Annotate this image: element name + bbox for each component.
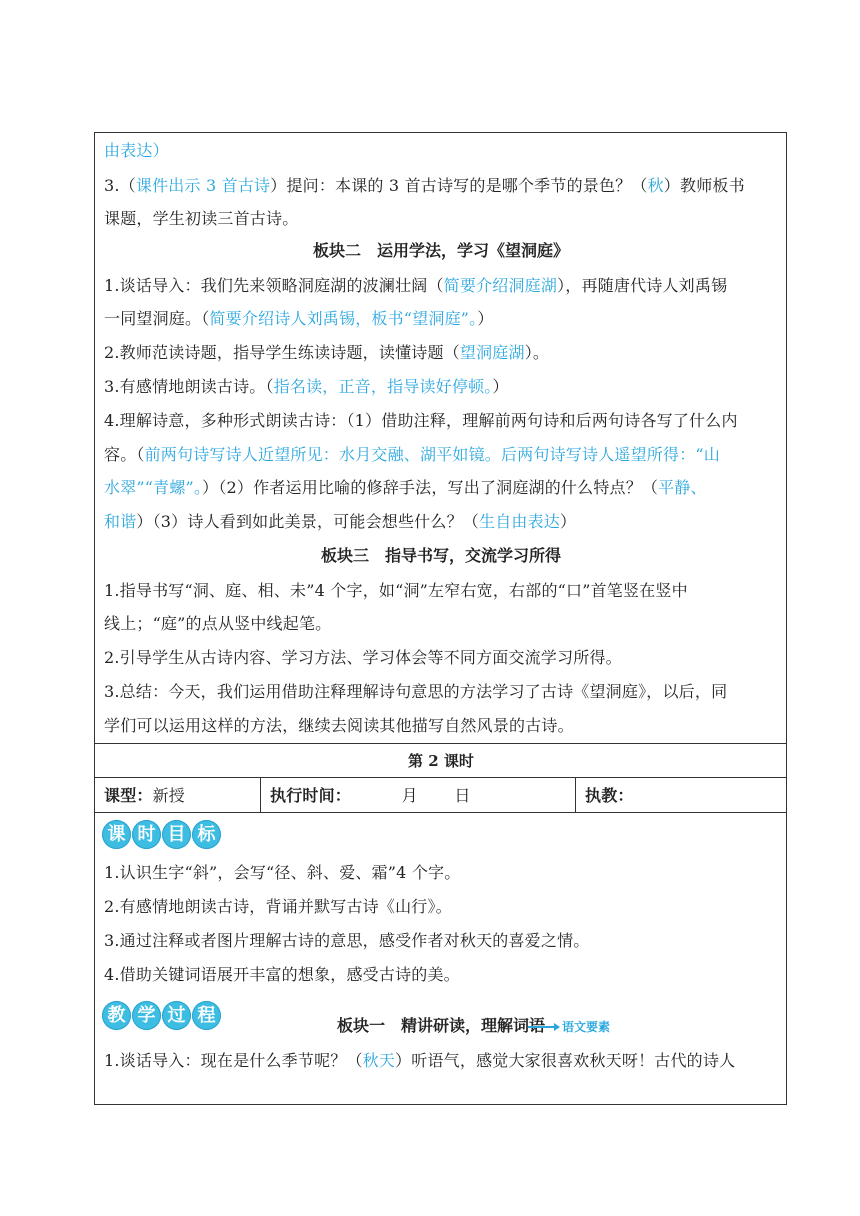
text-line: 由表达） xyxy=(104,141,169,160)
text-line: 3.有感情地朗读古诗。（指名读，正音，指导读好停顿。） xyxy=(104,377,509,396)
text-line: 2.引导学生从古诗内容、学习方法、学习体会等不同方面交流学习所得。 xyxy=(104,648,622,667)
table-divider xyxy=(94,777,787,778)
lesson-type-cell: 课型：新授 xyxy=(104,786,186,805)
text-line: 水翠”“青螺”。）（2）作者运用比喻的修辞手法，写出了洞庭湖的什么特点？（平静、 xyxy=(104,478,707,497)
text-line: 1.指导书写“洞、庭、相、未”4 个字，如“洞”左窄右宽，右部的“口”首笔竖在竖中 xyxy=(104,581,688,600)
goal-item: 4.借助关键词语展开丰富的想象，感受古诗的美。 xyxy=(104,965,460,984)
text-line: 学们可以运用这样的方法，继续去阅读其他描写自然风景的古诗。 xyxy=(104,716,574,735)
goal-item: 2.有感情地朗读古诗，背诵并默写古诗《山行》。 xyxy=(104,897,452,916)
text-line: 1.谈话导入：我们先来领略洞庭湖的波澜壮阔（简要介绍洞庭湖），再随唐代诗人刘禹锡 xyxy=(104,276,728,295)
text-line: 2.教师范读诗题，指导学生练读诗题，读懂诗题（望洞庭湖）。 xyxy=(104,343,550,362)
text-line: 容。（前两句诗写诗人近望所见：水月交融、湖平如镜。后两句诗写诗人遥望所得：“山 xyxy=(104,445,720,464)
section-heading: 板块一 精讲研读，理解词语 xyxy=(336,1016,545,1035)
badge-char: 目 xyxy=(162,820,191,849)
badge-char: 过 xyxy=(162,1001,191,1030)
text-line: 4.理解诗意，多种形式朗读古诗：（1）借助注释，理解前两句诗和后两句诗各写了什么内 xyxy=(104,411,738,430)
badge-char: 时 xyxy=(132,820,161,849)
text-line: 课题，学生初读三首古诗。 xyxy=(104,209,299,228)
badge-char: 学 xyxy=(132,1001,161,1030)
teacher-cell: 执教： xyxy=(585,786,634,805)
text-line: 3.总结：今天，我们运用借助注释理解诗句意思的方法学习了古诗《望洞庭》，以后，同 xyxy=(104,682,728,701)
language-elements-tag xyxy=(528,1018,610,1035)
lesson-goals-badge xyxy=(102,820,221,849)
tag-label: 语文要素 xyxy=(562,1020,611,1034)
cell-divider xyxy=(260,777,261,812)
execution-time-cell: 执行时间： 月 日 xyxy=(270,786,471,805)
cell-divider xyxy=(575,777,576,812)
section-heading: 板块三 指导书写，交流学习所得 xyxy=(320,546,561,565)
text-line: 和谐）（3）诗人看到如此美景，可能会想些什么？（生自由表达） xyxy=(104,512,577,531)
table-divider xyxy=(94,743,787,744)
text-line: 1.谈话导入：现在是什么季节呢？（秋天）听语气，感觉大家很喜欢秋天呀！古代的诗人 xyxy=(104,1051,736,1070)
goal-item: 1.认识生字“斜”，会写“径、斜、爱、霜”4 个字。 xyxy=(104,863,461,882)
section-heading: 板块二 运用学法，学习《望洞庭》 xyxy=(312,241,569,260)
badge-char: 教 xyxy=(102,1001,131,1030)
arrow-icon xyxy=(528,1026,558,1028)
text-line: 线上；“庭”的点从竖中线起笔。 xyxy=(104,614,332,633)
goal-item: 3.通过注释或者图片理解古诗的意思，感受作者对秋天的喜爱之情。 xyxy=(104,931,590,950)
badge-char: 程 xyxy=(192,1001,221,1030)
lesson-title: 第 2 课时 xyxy=(408,752,474,770)
text-line: 一同望洞庭。（简要介绍诗人刘禹锡，板书“望洞庭”。） xyxy=(104,309,494,328)
text-line: 3.（课件出示 3 首古诗）提问：本课的 3 首古诗写的是哪个季节的景色？（秋）教师板书 xyxy=(104,176,745,195)
badge-char: 课 xyxy=(102,820,131,849)
table-divider xyxy=(94,812,787,813)
badge-char: 标 xyxy=(192,820,221,849)
